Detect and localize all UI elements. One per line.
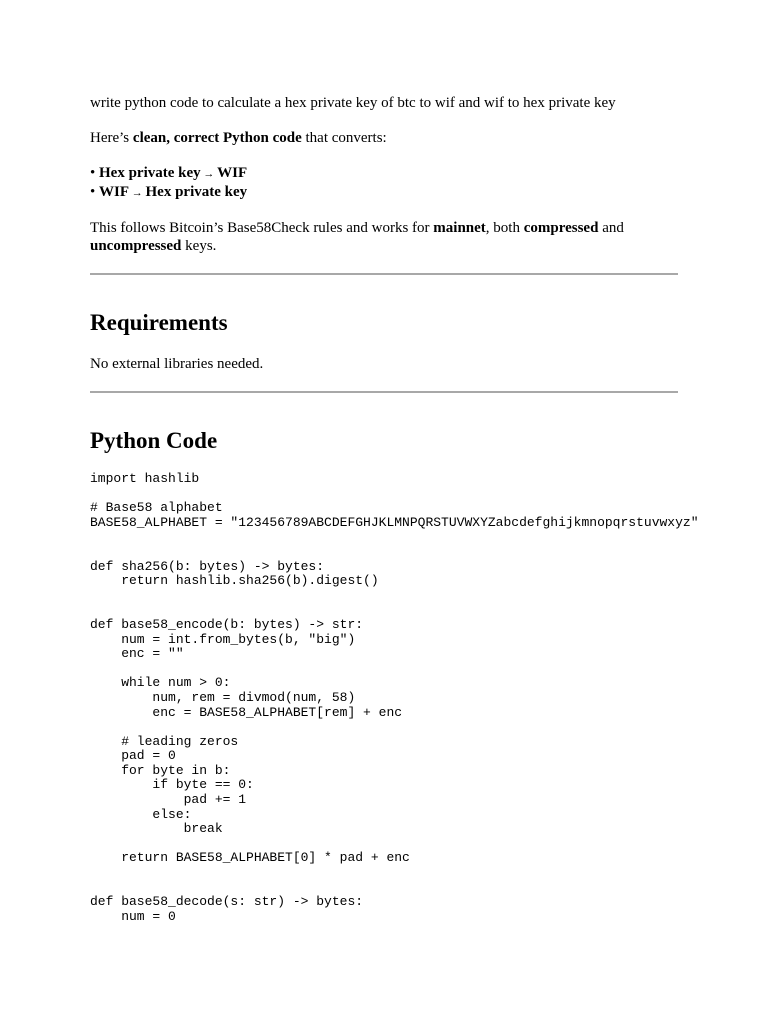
code-line: return BASE58_ALPHABET[0] * pad + enc: [90, 850, 410, 866]
code-block[interactable]: [90, 471, 699, 924]
compressed-bold: compressed: [523, 220, 599, 236]
arrow-right-icon: →: [129, 187, 146, 199]
arrow-right-icon: →: [200, 168, 218, 180]
follows-text: and: [598, 220, 624, 236]
follows-text: This follows Bitcoin’s Base58Check rules and works for: [90, 220, 434, 236]
list-item: [90, 183, 678, 202]
chat-document: [90, 94, 699, 924]
code-line: return hashlib.sha256(b).digest(): [90, 573, 379, 589]
code-line: else:: [90, 806, 192, 822]
conversion-list: [90, 164, 678, 202]
list-item-from: WIF: [99, 184, 130, 200]
code-line: def sha256(b: bytes) -> bytes:: [90, 558, 325, 574]
code-line: def base58_encode(b: bytes) -> str:: [90, 616, 364, 632]
follows-text: keys.: [181, 238, 217, 254]
intro-bold: clean, correct Python code: [132, 130, 302, 146]
bullet-icon: •: [90, 165, 100, 181]
bullet-icon: •: [90, 184, 100, 200]
code-line: num = 0: [90, 908, 176, 924]
python-code-heading: Python Code: [90, 428, 218, 453]
code-line: import hashlib: [90, 471, 200, 486]
code-line: pad += 1: [90, 792, 247, 808]
mainnet-bold: mainnet: [433, 220, 486, 236]
code-line: enc = BASE58_ALPHABET[rem] + enc: [90, 704, 403, 720]
list-item-to: WIF: [217, 165, 248, 181]
user-prompt: write python code to calculate a hex private key of btc to wif and wif to hex private key: [90, 95, 616, 111]
code-line: def base58_decode(s: str) -> bytes:: [90, 894, 364, 910]
code-line: num, rem = divmod(num, 58): [90, 689, 356, 705]
requirements-heading: Requirements: [90, 310, 228, 335]
intro-prefix: Here’s: [90, 130, 133, 146]
follows-text: , both: [485, 220, 524, 236]
code-line: if byte == 0:: [90, 777, 254, 793]
follows-paragraph: [90, 219, 678, 255]
code-line: # Base58 alphabet: [90, 500, 223, 516]
code-line: break: [90, 821, 223, 837]
code-line: while num > 0:: [90, 675, 231, 691]
code-line: BASE58_ALPHABET = "123456789ABCDEFGHJKLMNPQRSTUVWXYZabcdefghijkmnopqrstuvwxyz": [90, 514, 699, 530]
code-line: pad = 0: [90, 748, 176, 764]
code-line: for byte in b:: [90, 762, 231, 778]
code-line: num = int.from_bytes(b, "big"): [90, 631, 356, 647]
list-item-to: Hex private key: [145, 184, 248, 200]
requirements-text: No external libraries needed.: [90, 356, 264, 372]
code-line: enc = "": [90, 646, 184, 662]
divider: [90, 391, 678, 393]
list-item-from: Hex private key: [99, 165, 201, 181]
uncompressed-bold: uncompressed: [90, 238, 182, 254]
list-item: [90, 164, 678, 183]
intro-paragraph: [90, 129, 678, 147]
intro-suffix: that converts:: [301, 130, 387, 146]
code-line: # leading zeros: [90, 733, 239, 749]
divider: [90, 273, 678, 275]
